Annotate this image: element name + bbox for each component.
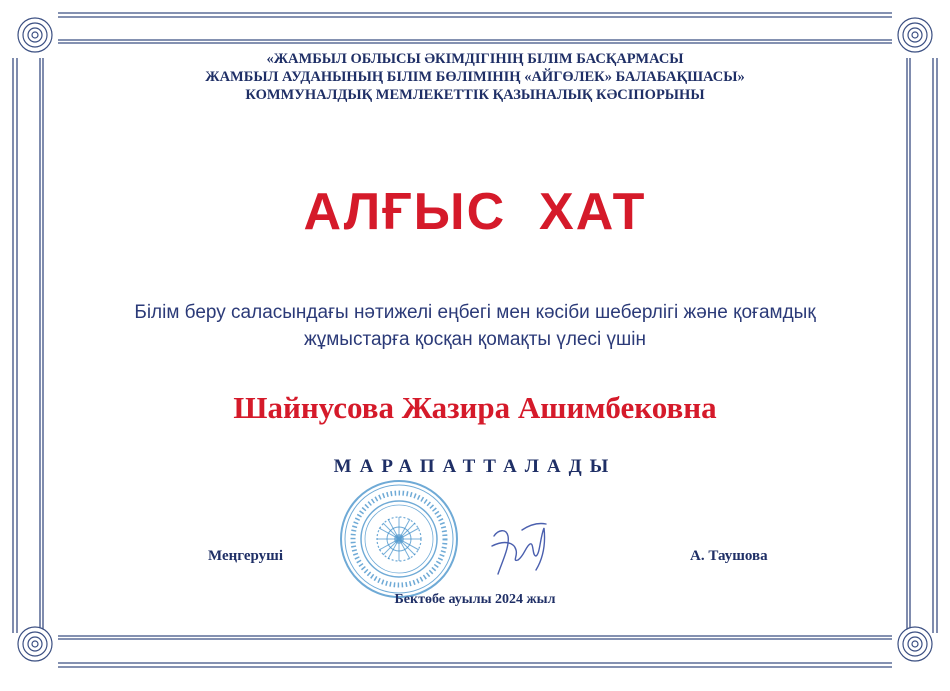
reason-line-2: жұмыстарға қосқан қомақты үлесі үшін <box>304 329 646 350</box>
official-seal-icon <box>338 478 460 600</box>
reason-line-1: Білім беру саласындағы нәтижелі еңбегі мен кәсіби шеберлігі және қоғамдық <box>134 302 816 323</box>
recipient-name: Шайнусова Жазира Ашимбековна <box>233 390 717 425</box>
signatory-name: А. Таушова <box>690 548 768 564</box>
certificate-title: АЛҒЫС ХАТ <box>303 183 647 241</box>
header-line-3: КОММУНАЛДЫҚ МЕМЛЕКЕТТІК ҚАЗЫНАЛЫҚ КӘСІПОРЫНЫ <box>245 87 705 103</box>
corner-ornament-icon <box>898 18 932 52</box>
award-reason <box>0 299 950 353</box>
awarded-label: МАРАПАТТАЛАДЫ <box>333 456 617 477</box>
header-line-1: «ЖАМБЫЛ ОБЛЫСЫ ӘКІМДІГІНІҢ БІЛІМ БАСҚАРМАСЫ <box>266 51 684 67</box>
location-year: Бектөбе ауылы 2024 жыл <box>394 592 556 607</box>
organization-header <box>0 50 950 104</box>
corner-ornament-icon <box>18 627 52 661</box>
corner-ornament-icon <box>18 18 52 52</box>
header-line-2: ЖАМБЫЛ АУДАНЫНЫҢ БІЛІМ БӨЛІМІНІҢ «АЙГӨЛЕК» БАЛАБАҚШАСЫ» <box>205 69 745 85</box>
signatory-position: Меңгеруші <box>208 548 284 564</box>
corner-ornament-icon <box>898 627 932 661</box>
handwritten-signature <box>484 516 554 582</box>
